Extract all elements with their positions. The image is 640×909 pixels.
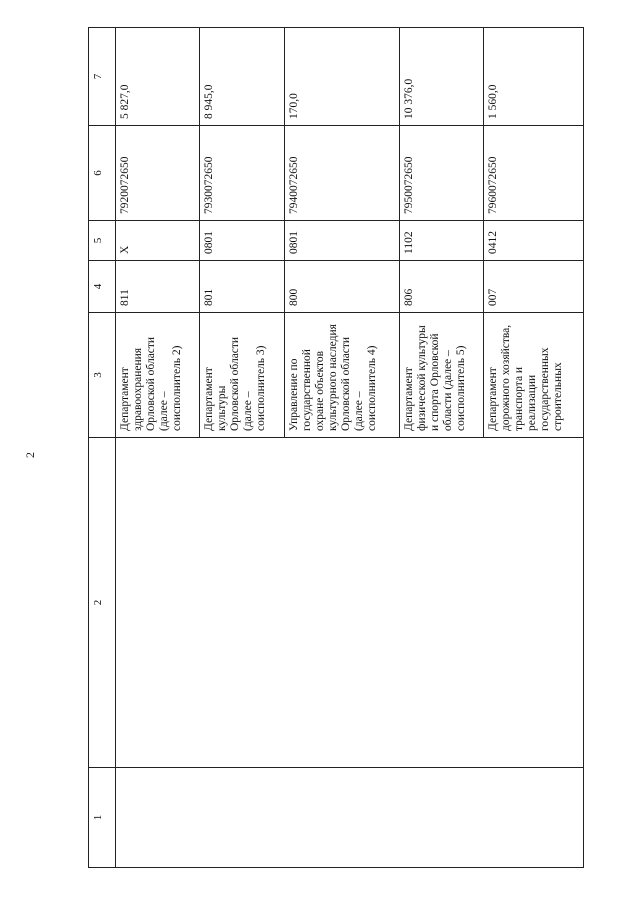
executor-cell: Департамент культуры Орловской области (далее – соисполнитель 3) <box>200 313 284 438</box>
code-cell: 806 <box>399 261 483 313</box>
section-cell: 0412 <box>484 221 584 261</box>
section-cell: X <box>116 221 200 261</box>
header-cell-2: 2 <box>89 438 116 768</box>
section-cell: 0801 <box>284 221 399 261</box>
header-cell-6: 6 <box>89 126 116 221</box>
table-row <box>116 28 200 868</box>
amount-cell: 1 560,0 <box>484 28 584 126</box>
target-article-cell: 7920072650 <box>116 126 200 221</box>
target-article-cell: 7930072650 <box>200 126 284 221</box>
target-article-cell: 7940072650 <box>284 126 399 221</box>
code-cell: 811 <box>116 261 200 313</box>
merged-cell-col2 <box>116 438 584 768</box>
page-number: 2 <box>23 452 37 458</box>
header-cell-1: 1 <box>89 768 116 868</box>
target-article-cell: 7950072650 <box>399 126 483 221</box>
code-cell: 801 <box>200 261 284 313</box>
header-cell-5: 5 <box>89 221 116 261</box>
header-cell-4: 4 <box>89 261 116 313</box>
table-header-row <box>89 28 116 868</box>
header-cell-7: 7 <box>89 28 116 126</box>
executor-cell: Управление по государственной охране объектов культурного наследия Орловской области (далее – соисполнитель 4) <box>284 313 399 438</box>
target-article-cell: 7960072650 <box>484 126 584 221</box>
executor-cell: Департамент здравоохранения Орловской области (далее – соисполнитель 2) <box>116 313 200 438</box>
code-cell: 007 <box>484 261 584 313</box>
header-cell-3: 3 <box>89 313 116 438</box>
amount-cell: 5 827,0 <box>116 28 200 126</box>
section-cell: 1102 <box>399 221 483 261</box>
executor-cell: Департамент дорожного хозяйства, транспорта и реализации государственных строительных <box>484 313 584 438</box>
amount-cell: 10 376,0 <box>399 28 483 126</box>
merged-cell-col1 <box>116 768 584 868</box>
rotated-table-wrapper <box>88 28 584 868</box>
amount-cell: 170,0 <box>284 28 399 126</box>
executor-cell: Департамент физической культуры и спорта Орловской области (далее – соисполнитель 5) <box>399 313 483 438</box>
section-cell: 0801 <box>200 221 284 261</box>
code-cell: 800 <box>284 261 399 313</box>
budget-table <box>88 27 584 868</box>
amount-cell: 8 945,0 <box>200 28 284 126</box>
